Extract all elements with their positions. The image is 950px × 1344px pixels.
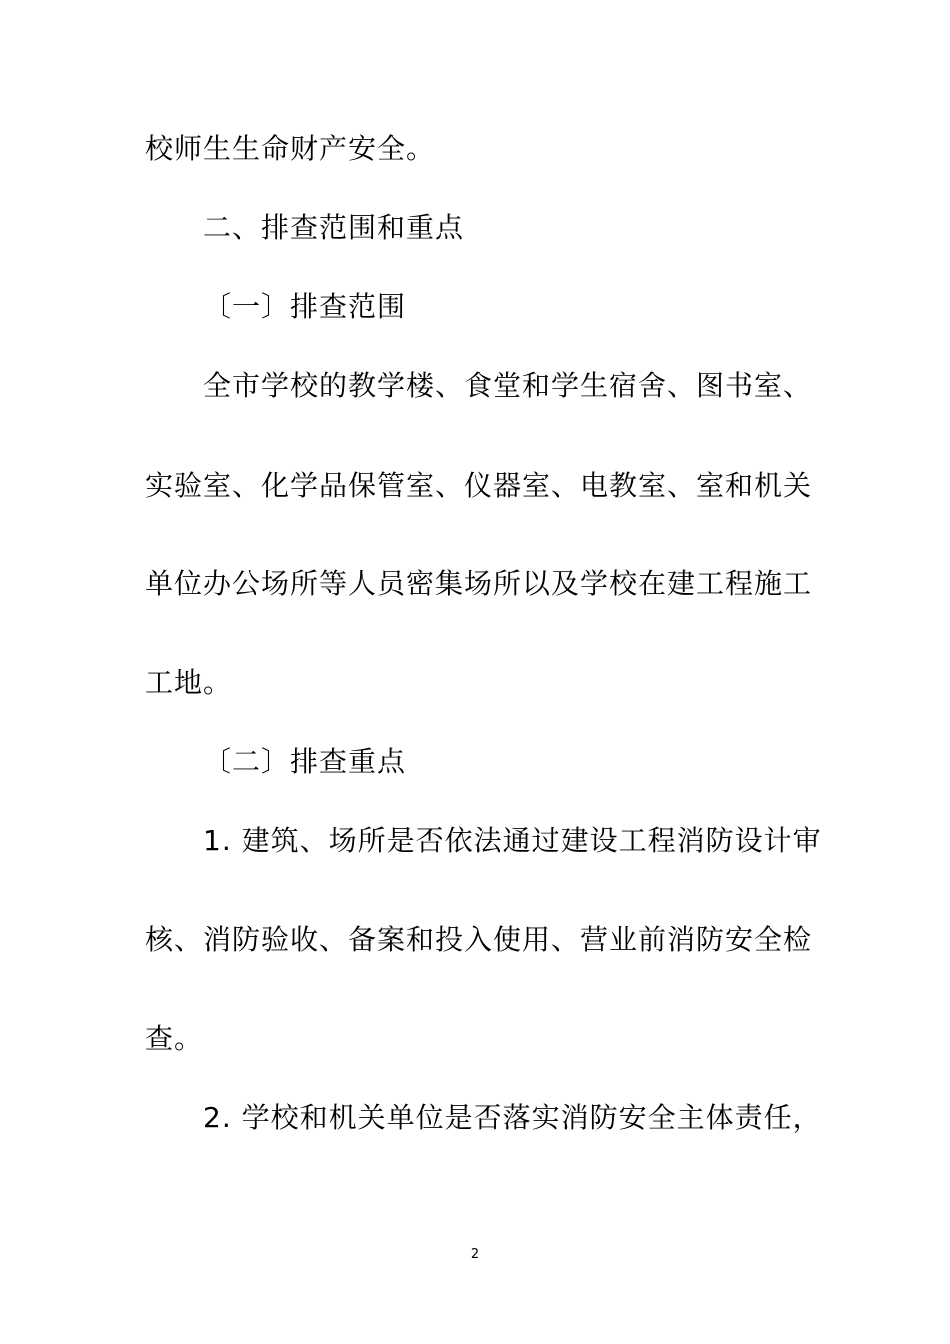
section-heading: 二、排查范围和重点 [203, 211, 465, 244]
page-number: 2 [470, 1247, 480, 1262]
list-item: 2. 学校和机关单位是否落实消防安全主体责任， [203, 1101, 822, 1134]
paragraph-line: 全市学校的教学楼、食堂和学生宿舍、图书室、 [203, 369, 813, 402]
subsection-heading: 〔一〕排查范围 [203, 290, 407, 323]
paragraph-line: 单位办公场所等人员密集场所以及学校在建工程施工 [145, 567, 813, 600]
subsection-heading: 〔二〕排查重点 [203, 745, 407, 778]
paragraph-line: 查。 [145, 1022, 204, 1055]
paragraph-line: 工地。 [145, 666, 233, 699]
paragraph-line: 实验室、化学品保管室、仪器室、电教室、室和机关 [145, 469, 813, 502]
paragraph-line: 校师生生命财产安全。 [145, 132, 436, 165]
list-item: 1. 建筑、场所是否依法通过建设工程消防设计审 [203, 824, 822, 857]
paragraph-line: 核、消防验收、备案和投入使用、营业前消防安全检 [145, 923, 813, 956]
